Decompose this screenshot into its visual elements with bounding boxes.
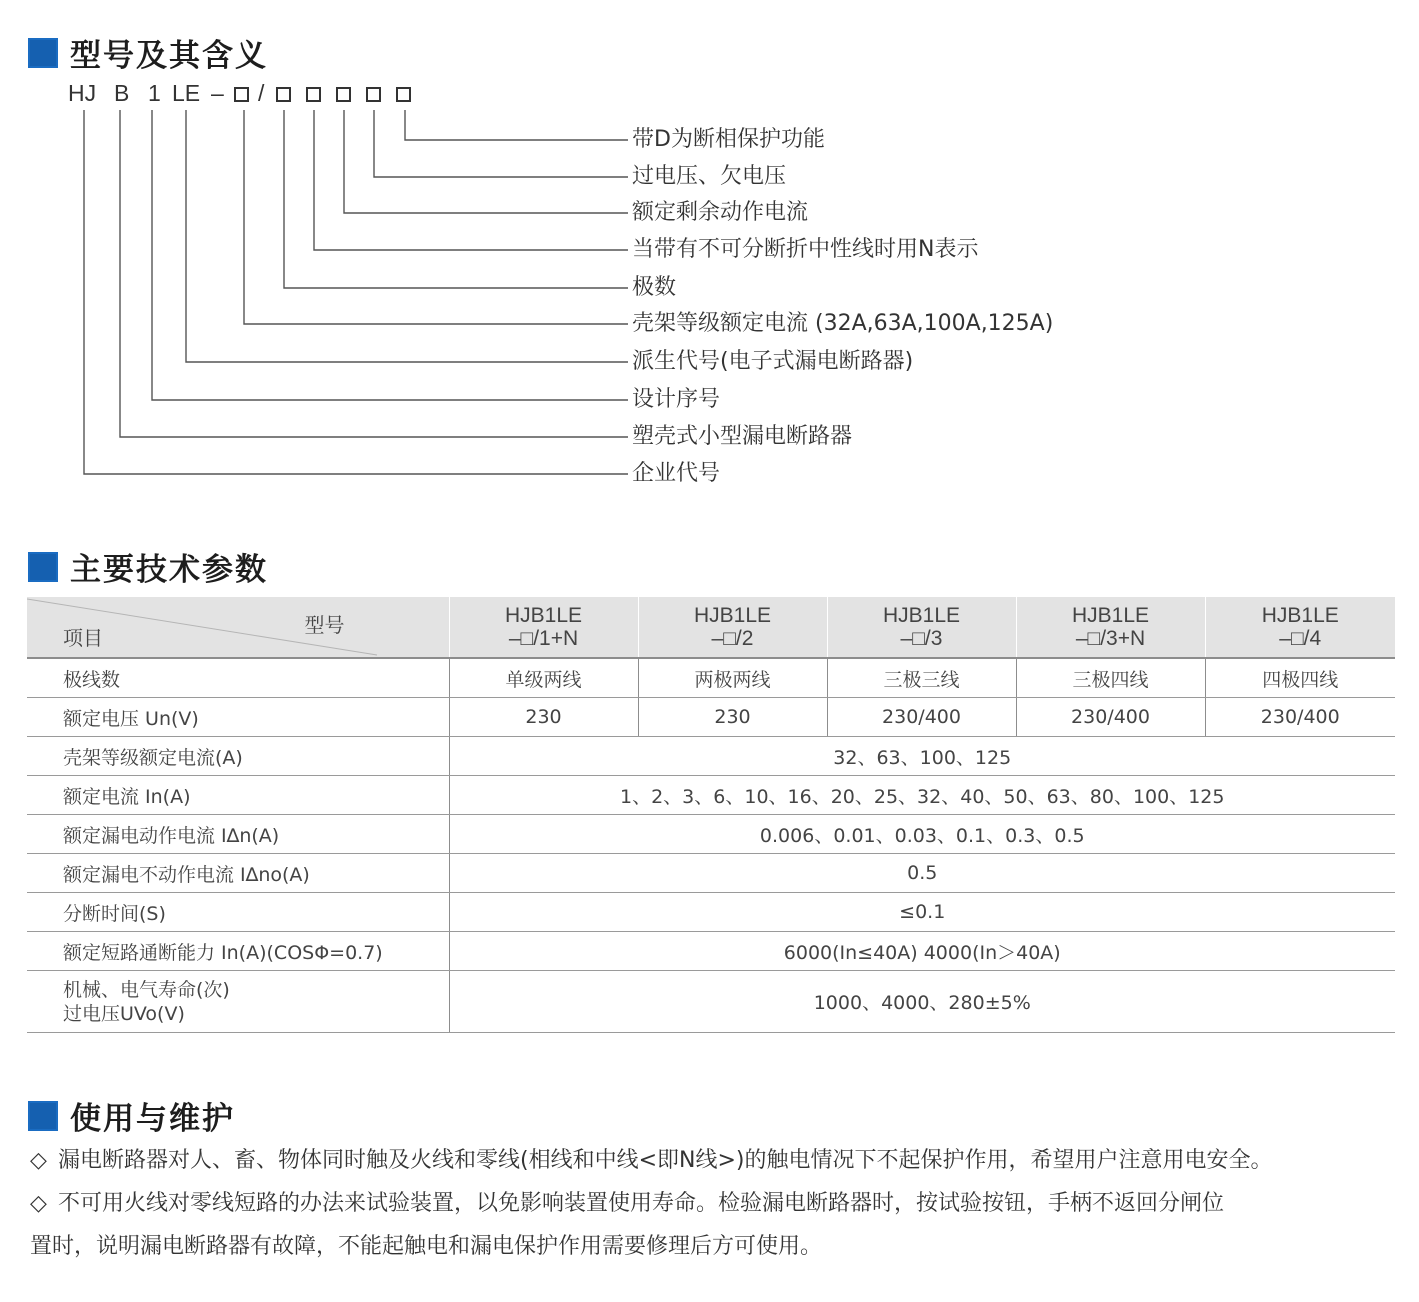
corner-item-label: 项目 [63, 626, 103, 650]
cell-value: 四极四线 [1205, 658, 1395, 698]
code-token: 1 [148, 80, 161, 106]
cell-value: 三极四线 [1016, 658, 1205, 698]
model-suffix: –□/3+N [1075, 627, 1146, 650]
table-row-frame-current [27, 737, 1395, 776]
code-box [306, 78, 321, 108]
model-name: HJB1LE [504, 604, 583, 627]
row-label: 额定电流 In(A) [27, 776, 449, 815]
meaning-neutral: 当带有不可分断折中性线时用N表示 [632, 237, 979, 262]
code-token: – [211, 80, 224, 106]
usage-item-continuation [30, 1226, 1405, 1268]
row-label-line: 机械、电气寿命(次) [63, 978, 230, 1001]
leader-line [152, 110, 628, 400]
cell-value: 1、2、3、6、10、16、20、25、32、40、50、63、80、100、125 [449, 776, 1395, 815]
square-bullet-icon [28, 552, 58, 582]
model-header [1016, 597, 1205, 658]
box-placeholder-icon [276, 87, 291, 102]
leader-line [244, 110, 628, 324]
cell-value: 三极三线 [827, 658, 1016, 698]
model-header [638, 597, 827, 658]
row-label: 额定漏电不动作电流 I∆no(A) [27, 854, 449, 893]
box-placeholder-icon [366, 87, 381, 102]
code-box [366, 78, 381, 108]
leader-line [344, 110, 628, 213]
code-token: LE [172, 80, 201, 106]
code-box [276, 78, 291, 108]
cell-value: 1000、4000、280±5% [449, 971, 1395, 1033]
table-row-life [27, 971, 1395, 1033]
cell-value: 230/400 [827, 698, 1016, 737]
meaning-poles: 极数 [632, 275, 677, 300]
table-row-short-circuit [27, 932, 1395, 971]
row-label: 分断时间(S) [27, 893, 449, 932]
cell-value: 230 [638, 698, 827, 737]
section-title: 型号及其含义 [70, 38, 268, 74]
table-header-row [27, 597, 1395, 658]
box-placeholder-icon [234, 87, 249, 102]
cell-value: ≤0.1 [449, 893, 1395, 932]
row-label [27, 971, 449, 1033]
usage-text: 漏电断路器对人、畜、物体同时触及火线和零线(相线和中线<即N线>)的触电情况下不起保护作用，希望用户注意用电安全。 [58, 1148, 1273, 1173]
row-label: 壳架等级额定电流(A) [27, 737, 449, 776]
section-title: 主要技术参数 [70, 552, 268, 588]
table-corner-cell [27, 597, 449, 658]
cell-value: 0.5 [449, 854, 1395, 893]
leader-line [405, 110, 628, 140]
code-box [396, 78, 411, 108]
corner-model-label: 型号 [304, 613, 345, 637]
meaning-over-under-voltage: 过电压、欠电压 [632, 164, 787, 189]
cell-value: 两极两线 [638, 658, 827, 698]
model-suffix: –□/1+N [508, 627, 579, 650]
cell-value: 230/400 [1205, 698, 1395, 737]
table-row-leak-no-trip [27, 854, 1395, 893]
model-name: HJB1LE [882, 604, 961, 627]
row-label: 额定电压 Un(V) [27, 698, 449, 737]
usage-item [30, 1183, 1405, 1225]
meaning-derivative-code: 派生代号(电子式漏电断路器) [632, 349, 914, 374]
leader-line [374, 110, 628, 177]
usage-text: 不可用火线对零线短路的办法来试验装置，以免影响装置使用寿命。检验漏电断路器时，按试验按钮，手柄不返回分闸位 [58, 1191, 1225, 1216]
code-token: HJ [68, 80, 97, 106]
row-label: 极线数 [27, 658, 449, 698]
meaning-residual-current: 额定剩余动作电流 [632, 200, 809, 225]
diamond-bullet-icon: ◇ [30, 1148, 47, 1173]
model-suffix: –□/4 [1279, 627, 1322, 650]
model-code-diagram [0, 0, 1419, 500]
model-suffix: –□/2 [711, 627, 754, 650]
table-row-break-time [27, 893, 1395, 932]
meaning-frame-current: 壳架等级额定电流 (32A,63A,100A,125A) [632, 311, 1054, 336]
meaning-design-number: 设计序号 [632, 387, 721, 412]
box-placeholder-icon [336, 87, 351, 102]
box-placeholder-icon [396, 87, 411, 102]
meaning-product-type: 塑壳式小型漏电断路器 [632, 424, 853, 449]
cell-value: 单级两线 [449, 658, 638, 698]
model-header [449, 597, 638, 658]
table-row-voltage [27, 698, 1395, 737]
code-token: B [114, 80, 130, 106]
section-heading-usage [28, 1093, 235, 1138]
usage-item [30, 1140, 1405, 1182]
table-row-leak-trip [27, 815, 1395, 854]
cell-value: 230 [449, 698, 638, 737]
meaning-phase-loss: 带D为断相保护功能 [632, 127, 825, 152]
meaning-company-code: 企业代号 [632, 461, 721, 486]
leader-line [314, 110, 628, 250]
model-name: HJB1LE [1261, 604, 1339, 627]
row-label-line: 过电压UVo(V) [63, 1002, 185, 1025]
code-box [234, 78, 249, 108]
model-header [1205, 597, 1395, 658]
section-heading-tech-params [28, 544, 268, 589]
row-label: 额定短路通断能力 In(A)(COSΦ=0.7) [27, 932, 449, 971]
box-placeholder-icon [306, 87, 321, 102]
cell-value: 32、63、100、125 [449, 737, 1395, 776]
spec-table [27, 597, 1395, 1033]
row-label: 额定漏电动作电流 I∆n(A) [27, 815, 449, 854]
usage-text: 置时，说明漏电断路器有故障，不能起触电和漏电保护作用需要修理后方可使用。 [30, 1234, 823, 1259]
table-row-rated-current [27, 776, 1395, 815]
section-title: 使用与维护 [70, 1101, 235, 1137]
table-row-poles [27, 658, 1395, 698]
leader-line [284, 110, 628, 288]
cell-value: 0.006、0.01、0.03、0.1、0.3、0.5 [449, 815, 1395, 854]
code-box [336, 78, 351, 108]
model-name: HJB1LE [693, 604, 772, 627]
leader-line [84, 110, 628, 474]
cell-value: 230/400 [1016, 698, 1205, 737]
code-token: / [258, 80, 265, 106]
model-header [827, 597, 1016, 658]
diamond-bullet-icon: ◇ [30, 1191, 47, 1216]
cell-value: 6000(In≤40A) 4000(In＞40A) [449, 932, 1395, 971]
model-name: HJB1LE [1071, 604, 1150, 627]
square-bullet-icon [28, 1101, 58, 1131]
model-suffix: –□/3 [900, 627, 943, 650]
